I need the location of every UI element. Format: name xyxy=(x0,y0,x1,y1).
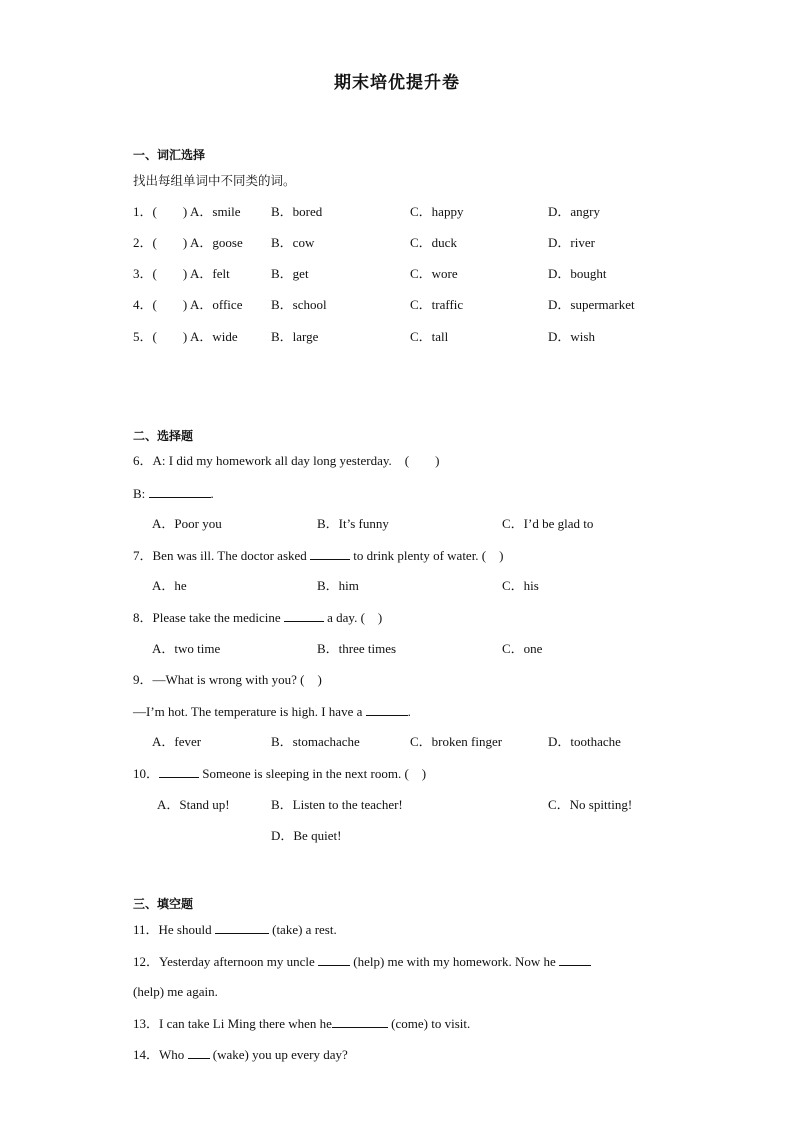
question-8-option-a[interactable]: A．two time xyxy=(152,641,221,656)
question-4-option-c[interactable]: C．traffic xyxy=(410,297,464,312)
question-13 xyxy=(133,1015,470,1032)
question-8-stem-pre: 8．Please take the medicine xyxy=(133,610,284,625)
question-13-post: (come) to visit. xyxy=(387,1016,471,1031)
question-9-option-c[interactable]: C．broken finger xyxy=(410,734,503,749)
answer-blank[interactable] xyxy=(310,547,350,560)
answer-blank[interactable] xyxy=(215,921,269,934)
question-2-option-c[interactable]: C．duck xyxy=(410,235,457,250)
question-3-option-b[interactable]: B．get xyxy=(271,266,309,281)
question-9-option-d[interactable]: D．toothache xyxy=(548,734,621,749)
question-7-option-a[interactable]: A．he xyxy=(152,578,187,593)
section-instruction: 找出每组单词中不同类的词。 xyxy=(133,173,296,188)
question-5-option-d[interactable]: D．wish xyxy=(548,329,595,344)
question-11 xyxy=(133,921,337,938)
question-3-option-d[interactable]: D．bought xyxy=(548,266,607,281)
answer-blank[interactable] xyxy=(332,1015,388,1028)
question-5-option-c[interactable]: C．tall xyxy=(410,329,449,344)
question-12-mid: (help) me with my homework. Now he xyxy=(349,954,560,969)
question-8-option-b[interactable]: B．three times xyxy=(317,641,397,656)
question-7-option-b[interactable]: B．him xyxy=(317,578,359,593)
question-1-option-d[interactable]: D．angry xyxy=(548,204,600,219)
question-6-option-b[interactable]: B．It’s funny xyxy=(317,516,389,531)
question-9-line2-pre: —I’m hot. The temperature is high. I have a xyxy=(133,704,366,719)
question-6-option-a[interactable]: A．Poor you xyxy=(152,516,222,531)
question-7-stem-post: to drink plenty of water. ( ) xyxy=(350,548,504,563)
question-8-stem xyxy=(133,609,382,626)
question-3-option-a[interactable]: A．felt xyxy=(190,266,230,281)
answer-blank[interactable] xyxy=(188,1046,210,1059)
question-9-line-2 xyxy=(133,703,411,720)
question-3-number: 3．( ) xyxy=(133,266,188,281)
question-6-b-prefix: B: xyxy=(133,486,149,501)
question-5-number: 5．( ) xyxy=(133,329,188,344)
question-10-stem xyxy=(133,765,426,782)
section-heading-vocabulary: 一、词汇选择 xyxy=(133,148,206,162)
question-6-stem: 6．A: I did my homework all day long yesterday. ( ) xyxy=(133,453,440,468)
answer-blank[interactable] xyxy=(159,765,199,778)
question-9-option-a[interactable]: A．fever xyxy=(152,734,202,749)
answer-blank[interactable] xyxy=(284,609,324,622)
question-14-pre: 14．Who xyxy=(133,1047,188,1062)
question-1-number: 1．( ) xyxy=(133,204,188,219)
question-9-line2-post: . xyxy=(407,704,411,719)
question-8-option-c[interactable]: C．one xyxy=(502,641,543,656)
answer-blank[interactable] xyxy=(366,703,408,716)
page-title: 期末培优提升卷 xyxy=(334,73,460,93)
question-5-option-a[interactable]: A．wide xyxy=(190,329,238,344)
question-14-post: (wake) you up every day? xyxy=(209,1047,348,1062)
question-2-option-a[interactable]: A．goose xyxy=(190,235,243,250)
question-10-option-c[interactable]: C．No spitting! xyxy=(548,797,633,812)
question-8-stem-post: a day. ( ) xyxy=(323,610,383,625)
question-6-b-suffix: . xyxy=(210,486,214,501)
answer-blank[interactable] xyxy=(559,953,591,966)
question-1-option-a[interactable]: A．smile xyxy=(190,204,241,219)
answer-blank[interactable] xyxy=(149,485,211,498)
question-3-option-c[interactable]: C．wore xyxy=(410,266,458,281)
answer-blank[interactable] xyxy=(318,953,350,966)
question-10-option-d[interactable]: D．Be quiet! xyxy=(271,828,342,843)
question-12-line-2: (help) me again. xyxy=(133,984,218,999)
question-11-post: (take) a rest. xyxy=(268,922,337,937)
question-13-pre: 13．I can take Li Ming there when he xyxy=(133,1016,332,1031)
section-heading-fill-in: 三、填空题 xyxy=(133,897,194,911)
question-2-number: 2．( ) xyxy=(133,235,188,250)
question-10-stem-post: Someone is sleeping in the next room. ( ) xyxy=(199,766,427,781)
question-7-option-c[interactable]: C．his xyxy=(502,578,539,593)
question-10-option-a[interactable]: A．Stand up! xyxy=(157,797,230,812)
question-12 xyxy=(133,953,591,970)
question-4-option-b[interactable]: B．school xyxy=(271,297,327,312)
question-10-option-b[interactable]: B．Listen to the teacher! xyxy=(271,797,403,812)
question-1-option-b[interactable]: B．bored xyxy=(271,204,323,219)
question-2-option-d[interactable]: D．river xyxy=(548,235,595,250)
question-12-pre: 12．Yesterday afternoon my uncle xyxy=(133,954,318,969)
question-9-option-b[interactable]: B．stomachache xyxy=(271,734,360,749)
section-heading-choice: 二、选择题 xyxy=(133,429,194,443)
question-2-option-b[interactable]: B．cow xyxy=(271,235,315,250)
question-6-line-b xyxy=(133,485,214,502)
question-1-option-c[interactable]: C．happy xyxy=(410,204,464,219)
question-11-pre: 11．He should xyxy=(133,922,215,937)
question-10-stem-pre: 10． xyxy=(133,766,160,781)
question-14 xyxy=(133,1046,348,1063)
question-7-stem-pre: 7．Ben was ill. The doctor asked xyxy=(133,548,311,563)
question-4-number: 4．( ) xyxy=(133,297,188,312)
question-4-option-d[interactable]: D．supermarket xyxy=(548,297,635,312)
question-6-option-c[interactable]: C．I’d be glad to xyxy=(502,516,594,531)
question-5-option-b[interactable]: B．large xyxy=(271,329,319,344)
question-4-option-a[interactable]: A．office xyxy=(190,297,243,312)
question-7-stem xyxy=(133,547,503,564)
question-9-stem: 9．—What is wrong with you? ( ) xyxy=(133,672,322,687)
